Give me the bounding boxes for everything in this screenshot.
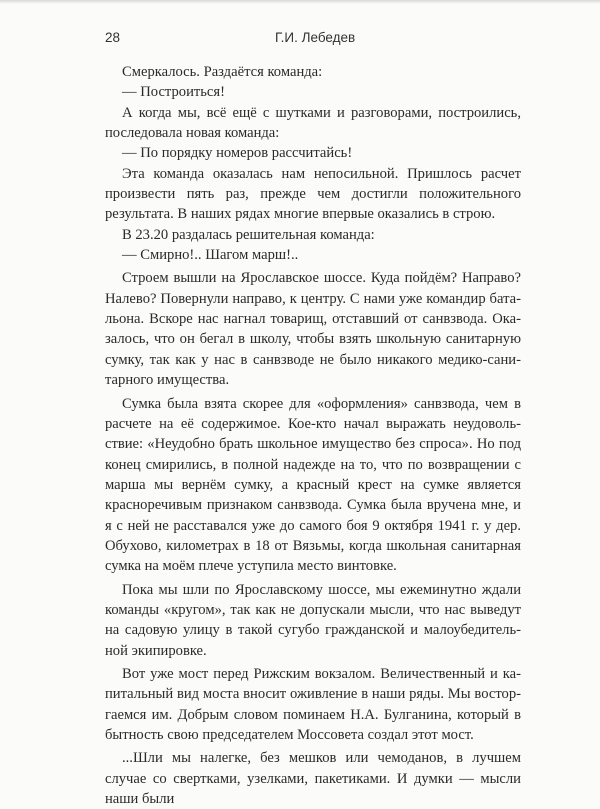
body-text xyxy=(105,62,521,809)
running-head: Г.И. Лебедев xyxy=(275,30,356,45)
paragraph: — Смирно!.. Шагом марш!.. xyxy=(122,247,299,264)
page-header xyxy=(105,30,521,50)
paragraph: ...Шли мы налегке, без мешков или чемоданов, в лучшем случае со свертками, узелками, пакетиками. И думки — мысли наши были xyxy=(105,750,521,808)
paragraph: — По порядку номеров рассчитайсь! xyxy=(122,145,353,162)
paragraph: А когда мы, всё ещё с шутками и разговорами, построились, последовала новая команда: xyxy=(105,104,521,142)
paragraph: Пока мы шли по Ярославскому шоссе, мы ежеминутно ждали команды «кругом», так как не допускали мысли, что нас выведут на садовую улицу в такой сугубо гражданской и малоубедительной экипировке. xyxy=(105,581,521,659)
paragraph: Эта команда оказалась нам непосильной. Пришлось расчет произвести пять раз, прежде чем достигли положительного результата. В наших рядах многие впервые оказались в строю. xyxy=(105,165,521,223)
page-top-edge xyxy=(0,0,600,4)
paragraph: Сумка была взята скорее для «оформления» санвзвода, чем в расчете на её содержимое. Кое-кто начал выражать неудовольствие: «Неудобно брать школьное имущество без спроса». Но под конец смирились, в полной надежде на то, что по возвращении с марша мы вернём сумку, а красный крест на сумке является красноречивым признаком санвзвода. Сумка была вручена мне, и я с ней не расставался уже до самого боя 9 октября 1941 г. у дер. Обухово, километрах в 18 от Вязьмы, когда школьная санитарная сумка на моём плече уступила место винтовке. xyxy=(105,395,521,575)
paragraph: Вот уже мост перед Рижским вокзалом. Величественный и капитальный вид моста вносит оживление в наши ряды. Мы восторгаемся им. Добрым словом поминаем Н.А. Булганина, который в бытность свою председателем Моссовета создал этот мост. xyxy=(105,665,521,743)
paragraph: В 23.20 раздалась решительная команда: xyxy=(122,226,375,243)
paragraph: Смеркалось. Раздаётся команда: xyxy=(122,64,323,80)
page-number: 28 xyxy=(105,30,121,45)
paragraph: — Построиться! xyxy=(122,84,225,101)
paragraph: Строем вышли на Ярославское шоссе. Куда пойдём? Направо? Налево? Повернули направо, к центру. С нами уже командир батальона. Вскоре нас нагнал товарищ, отставший от санвзвода. Оказалось, что он бегал в школу, чтобы взять школьную санитарную сумку, так как у нас в санвзводе не было никакого медико-санитарного имущества. xyxy=(105,270,521,389)
